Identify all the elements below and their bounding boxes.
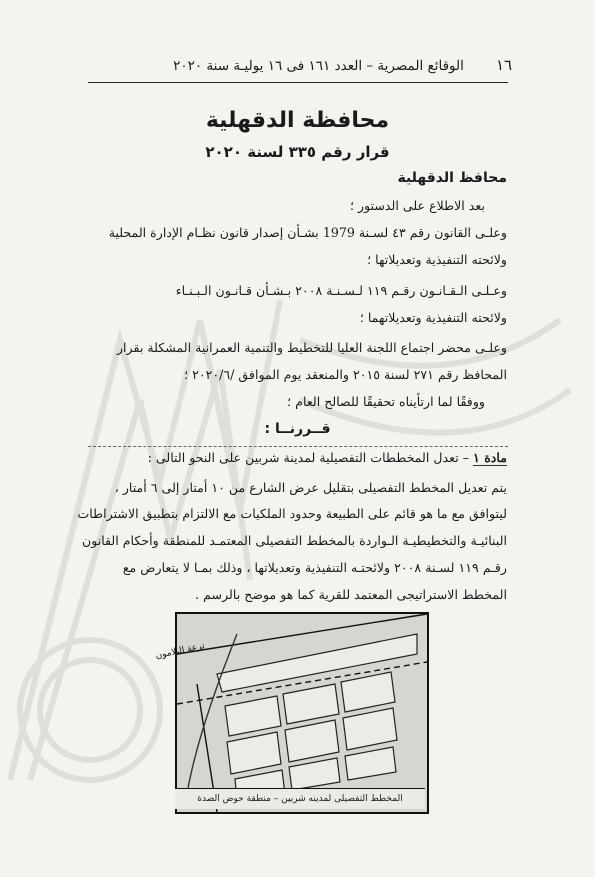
decision-heading: قــررنــا :	[264, 421, 331, 437]
body-line: المخطط الاستراتيجى المعتمد للقرية كما هو موضح بالرسم .	[195, 587, 507, 602]
map-caption: المخطط التفصيلى لمدينه شربين – منطقة حوض الصدة	[175, 788, 425, 809]
preamble-line: ولائحته التنفيذية وتعديلاتهما ؛	[359, 310, 507, 325]
article-label: مادة ١	[473, 450, 507, 465]
preamble-line: وعلـى القانون رقم ٤٣ لسـنة 1979 بشـأن إصدار قانون نظـام الإدارة المحلية	[108, 225, 507, 240]
dotted-divider	[88, 446, 508, 447]
site-plan-map	[154, 612, 429, 814]
document-title: محافظة الدقهلية	[205, 108, 390, 133]
article-text: – تعدل المخططات التفصيلية لمدينة شربين على النحو التالى :	[147, 450, 474, 465]
preamble-line: ولائحته التنفيذية وتعديلاتها ؛	[367, 252, 507, 267]
preamble-line: المحافظ رقم ٢٧١ لسنة ٢٠١٥ والمنعقد يوم الموافق /٢٠٢٠/٦ ؛	[184, 367, 507, 382]
running-header: الوقائع المصرية – العدد ١٦١ فى ١٦ يوليـة سنة ٢٠٢٠	[173, 58, 464, 74]
issuer-heading: محافظ الدقهلية	[397, 170, 507, 186]
body-line: ليتوافق مع ما هو قائم على الطبيعة وحدود الملكيات مع الالتزام بتطبيق الاشتراطات	[77, 506, 507, 521]
preamble-line: بعد الاطلاع على الدستور ؛	[349, 198, 485, 213]
preamble-line: وعـلـى الـقـانـون رقـم ١١٩ لـسـنـة ٢٠٠٨ بـشـأن قـانـون الـبـنـاء	[175, 283, 507, 298]
body-line: البنائيـة والتخطيطيـة الـواردة بالمخطط التفصيلى المعتمـد للمنطقة وأحكام القانون	[81, 533, 507, 548]
preamble-line: ووفقًا لما ارتأيناه تحقيقًا للصالح العام ؛	[287, 394, 485, 409]
body-line: رقـم ١١٩ لسـنة ٢٠٠٨ ولائحتـه التنفيذية وتعديلاتها ، وذلك بمـا لا يتعارض مع	[122, 560, 507, 575]
preamble-line: وعلـى محضر اجتماع اللجنة العليا للتخطيط والتنمية العمرانية المشكلة بقرار	[116, 340, 507, 355]
map-label: ترعة البلامون	[154, 641, 206, 662]
decree-number: قرار رقم ٣٣٥ لسنة ٢٠٢٠	[205, 143, 390, 161]
body-line: يتم تعديل المخطط التفصيلى بتقليل عرض الشارع من ١٠ أمتار إلى ٦ أمتار ،	[114, 480, 507, 495]
page-number: ١٦	[496, 56, 513, 74]
header-rule	[88, 82, 508, 83]
article-1	[148, 450, 507, 465]
map-drawing	[154, 614, 427, 812]
